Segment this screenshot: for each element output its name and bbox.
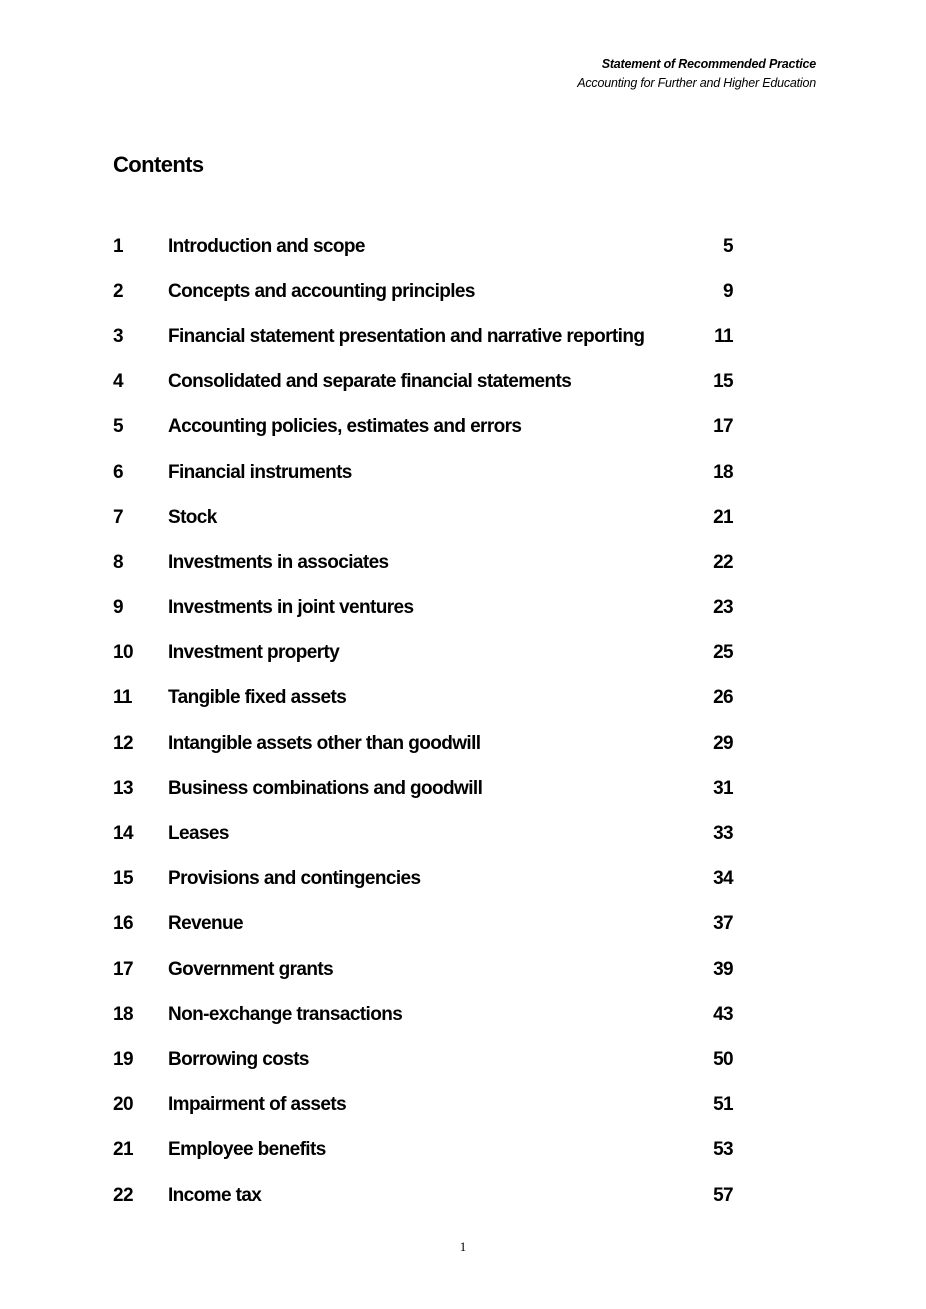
toc-entry-title: Financial statement presentation and narrative reporting — [168, 325, 645, 347]
toc-entry-title: Investments in associates — [168, 551, 389, 573]
toc-entry[interactable] — [113, 1128, 733, 1173]
toc-entry[interactable] — [113, 676, 733, 721]
toc-entry-page: 26 — [713, 687, 733, 709]
toc-entry-page: 53 — [713, 1139, 733, 1161]
toc-entry[interactable] — [113, 450, 733, 495]
toc-entry-number: 15 — [113, 868, 133, 890]
toc-entry-page: 50 — [713, 1048, 733, 1070]
toc-entry[interactable] — [113, 721, 733, 766]
toc-entry-page: 34 — [713, 868, 733, 890]
toc-entry-page: 37 — [713, 913, 733, 935]
toc-entry-number: 22 — [113, 1184, 133, 1206]
toc-entry-number: 18 — [113, 1003, 133, 1025]
toc-entry-title: Business combinations and goodwill — [168, 777, 483, 799]
toc-entry-title: Investment property — [168, 642, 340, 664]
toc-entry-page: 31 — [713, 777, 733, 799]
toc-entry-title: Stock — [168, 506, 217, 528]
toc-entry-title: Government grants — [168, 958, 334, 980]
toc-entry-title: Consolidated and separate financial statements — [168, 371, 572, 393]
toc-entry[interactable] — [113, 586, 733, 631]
toc-entry-number: 19 — [113, 1048, 133, 1070]
toc-entry-page: 43 — [713, 1003, 733, 1025]
toc-entry[interactable] — [113, 224, 733, 269]
toc-entry-page: 57 — [713, 1184, 733, 1206]
toc-entry[interactable] — [113, 540, 733, 585]
toc-entry-number: 6 — [113, 461, 123, 483]
toc-entry[interactable] — [113, 314, 733, 359]
toc-entry-title: Impairment of assets — [168, 1094, 347, 1116]
toc-entry-number: 4 — [113, 371, 123, 393]
toc-entry-number: 10 — [113, 642, 133, 664]
toc-entry-number: 7 — [113, 506, 123, 528]
toc-entry-title: Borrowing costs — [168, 1048, 309, 1070]
toc-entry-title: Employee benefits — [168, 1139, 326, 1161]
toc-entry[interactable] — [113, 902, 733, 947]
toc-entry-number: 5 — [113, 416, 123, 438]
toc-entry-number: 21 — [113, 1139, 133, 1161]
toc-entry-page: 9 — [723, 280, 733, 302]
toc-entry-page: 21 — [713, 506, 733, 528]
toc-entry-title: Intangible assets other than goodwill — [168, 732, 481, 754]
toc-entry-number: 20 — [113, 1094, 133, 1116]
toc-entry-number: 13 — [113, 777, 133, 799]
toc-entry-number: 1 — [113, 235, 123, 257]
toc-entry[interactable] — [113, 495, 733, 540]
header-subtitle: Accounting for Further and Higher Education — [577, 76, 816, 90]
toc-entry-title: Concepts and accounting principles — [168, 280, 475, 302]
toc-entry-number: 8 — [113, 551, 123, 573]
toc-entry[interactable] — [113, 405, 733, 450]
toc-entry[interactable] — [113, 947, 733, 992]
toc-entry-title: Provisions and contingencies — [168, 868, 421, 890]
toc-entry[interactable] — [113, 1173, 733, 1218]
toc-entry-title: Introduction and scope — [168, 235, 365, 257]
toc-entry[interactable] — [113, 360, 733, 405]
toc-entry-page: 17 — [713, 416, 733, 438]
page-number: 1 — [459, 1239, 467, 1254]
toc-entry-page: 29 — [713, 732, 733, 754]
toc-entry-page: 33 — [713, 823, 733, 845]
toc-entry[interactable] — [113, 857, 733, 902]
toc-entry-page: 51 — [713, 1094, 733, 1116]
toc-entry[interactable] — [113, 766, 733, 811]
toc-entry-number: 3 — [113, 325, 123, 347]
toc-entry-title: Financial instruments — [168, 461, 352, 483]
toc-entry-page: 39 — [713, 958, 733, 980]
toc-entry-number: 14 — [113, 823, 133, 845]
toc-entry-title: Income tax — [168, 1184, 262, 1206]
toc-entry-title: Revenue — [168, 913, 244, 935]
toc-entry[interactable] — [113, 631, 733, 676]
toc-entry-number: 17 — [113, 958, 133, 980]
toc-entry-number: 12 — [113, 732, 133, 754]
toc-entry-number: 16 — [113, 913, 133, 935]
toc-entry-number: 11 — [113, 687, 132, 709]
header-title: Statement of Recommended Practice — [601, 57, 816, 71]
toc-entry-number: 2 — [113, 280, 123, 302]
toc-entry-title: Accounting policies, estimates and errors — [168, 416, 522, 438]
toc-entry-page: 18 — [713, 461, 733, 483]
toc-entry-page: 23 — [713, 597, 733, 619]
toc-entry-title: Tangible fixed assets — [168, 687, 347, 709]
toc-entry[interactable] — [113, 992, 733, 1037]
toc-entry-page: 11 — [714, 325, 733, 347]
table-of-contents — [113, 224, 733, 1218]
toc-entry[interactable] — [113, 1083, 733, 1128]
toc-entry-page: 5 — [723, 235, 733, 257]
toc-entry-page: 15 — [713, 371, 733, 393]
toc-entry[interactable] — [113, 1037, 733, 1082]
toc-entry[interactable] — [113, 811, 733, 856]
running-header — [577, 55, 816, 93]
toc-entry-title: Non-exchange transactions — [168, 1003, 403, 1025]
page-title: Contents — [113, 152, 204, 177]
toc-entry-title: Leases — [168, 823, 229, 845]
toc-entry-number: 9 — [113, 597, 123, 619]
toc-entry-page: 22 — [713, 551, 733, 573]
toc-entry-page: 25 — [713, 642, 733, 664]
toc-entry[interactable] — [113, 269, 733, 314]
toc-entry-title: Investments in joint ventures — [168, 597, 414, 619]
